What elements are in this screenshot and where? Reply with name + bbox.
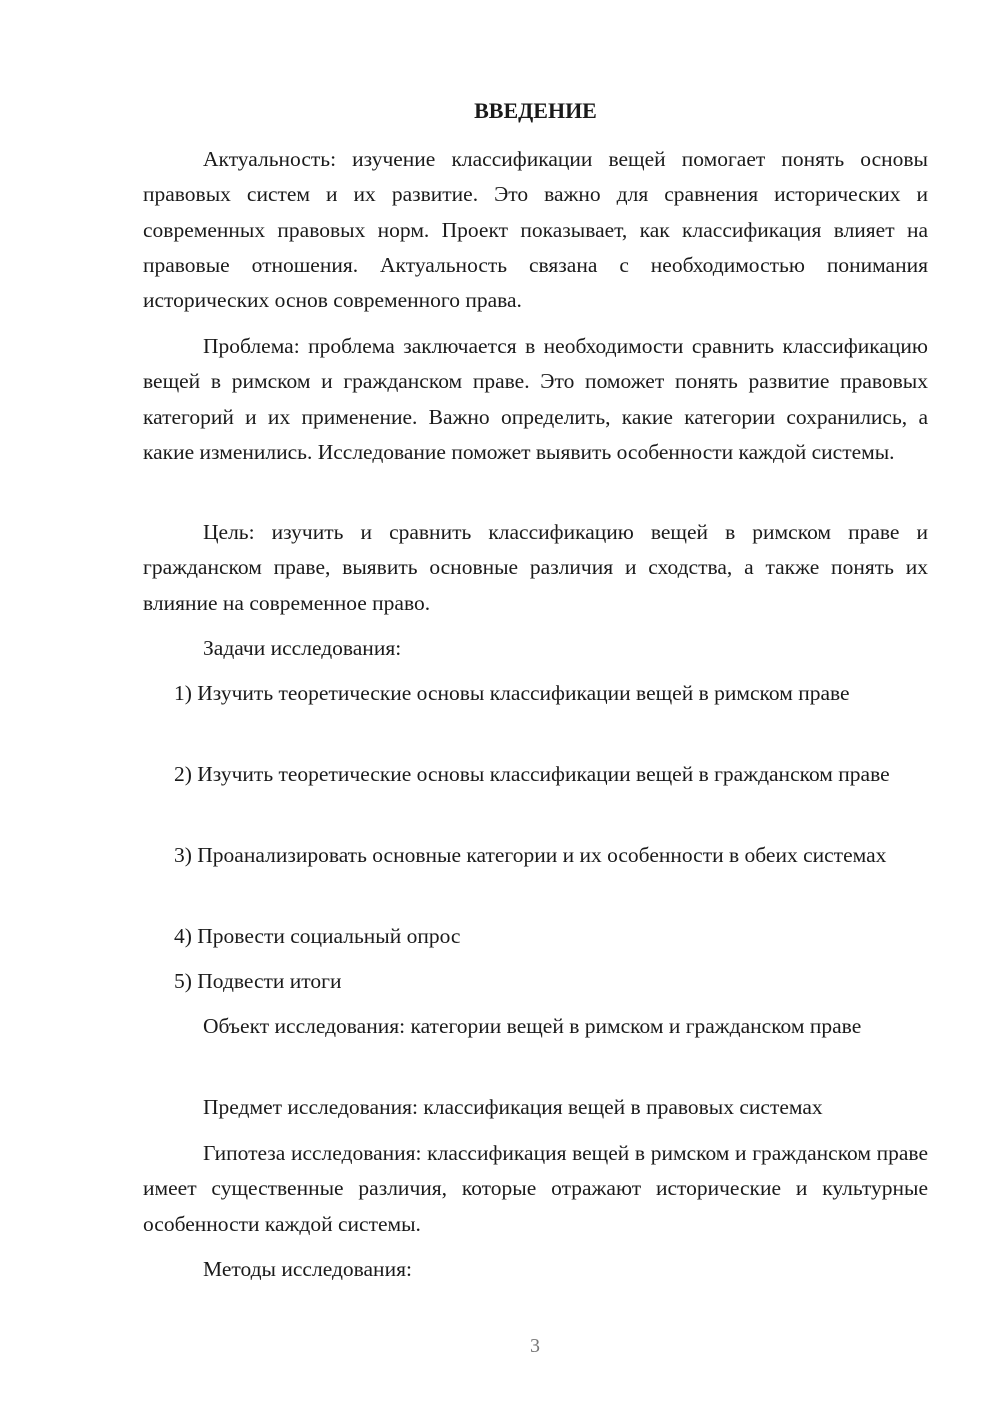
section-heading: ВВЕДЕНИЕ	[474, 98, 597, 123]
relevance-paragraph: Актуальность: изучение классификации вещей помогает понять основы правовых систем и их развитие. Это важно для сравнения исторических и современных правовых норм. Проект показывает, как классификация влияет на правовые отношения. Актуальность связана с необходимостью понимания исторических основ современного права.	[143, 147, 928, 313]
task-item-2: 2) Изучить теоретические основы классификации вещей в гражданском праве	[174, 762, 890, 786]
task-item-3: 3) Проанализировать основные категории и их особенности в обеих системах	[174, 843, 887, 867]
hypothesis-paragraph: Гипотеза исследования: классификация вещей в римском и гражданском праве имеет существенные различия, которые отражают исторические и культурные особенности каждой системы.	[143, 1141, 928, 1236]
tasks-heading: Задачи исследования:	[203, 636, 402, 660]
task-item-5: 5) Подвести итоги	[174, 969, 342, 993]
task-item-4: 4) Провести социальный опрос	[174, 924, 461, 948]
problem-paragraph: Проблема: проблема заключается в необходимости сравнить классификацию вещей в римском и гражданском праве. Это поможет понять развитие правовых категорий и их применение. Важно определить, какие категории сохранились, а какие изменились. Исследование поможет выявить особенности каждой системы.	[143, 334, 928, 464]
goal-paragraph: Цель: изучить и сравнить классификацию вещей в римском праве и гражданском праве, выявить основные различия и сходства, а также понять их влияние на современное право.	[143, 520, 928, 615]
task-item-1: 1) Изучить теоретические основы классификации вещей в римском праве	[174, 681, 850, 705]
methods-heading: Методы исследования:	[203, 1257, 412, 1281]
object-paragraph: Объект исследования: категории вещей в римском и гражданском праве	[203, 1014, 862, 1038]
subject-paragraph: Предмет исследования: классификация вещей в правовых системах	[203, 1095, 823, 1119]
page-number: 3	[530, 1335, 540, 1357]
